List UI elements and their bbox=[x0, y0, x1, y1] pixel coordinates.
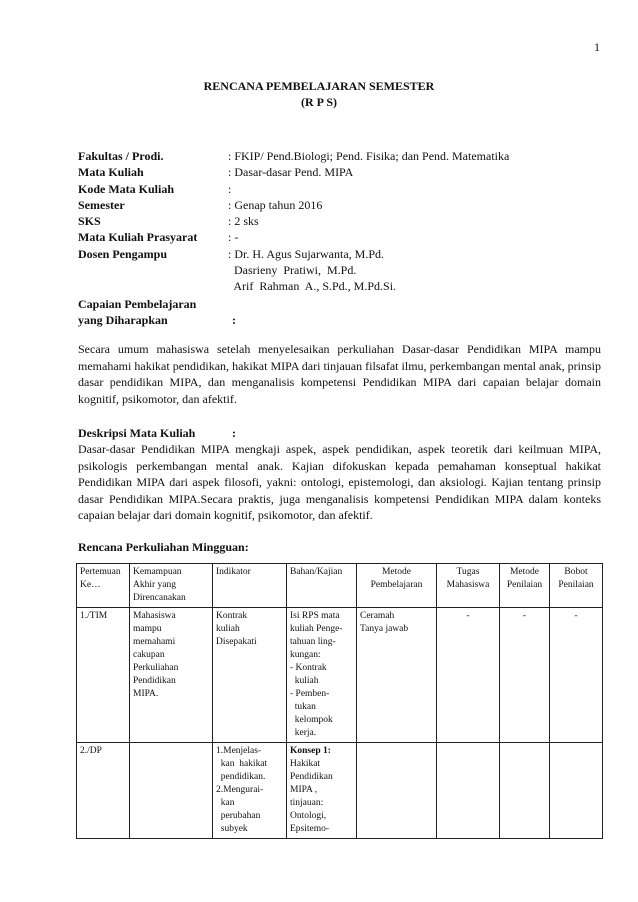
header-text: Ke… bbox=[80, 580, 101, 590]
info-value: Dasrieny Pratiwi, M.Pd. bbox=[228, 263, 357, 278]
table-row bbox=[77, 608, 603, 743]
info-label bbox=[78, 262, 228, 278]
info-row bbox=[78, 148, 509, 164]
cell-line: Tanya jawab bbox=[360, 624, 409, 634]
cell-line: perubahan bbox=[216, 811, 261, 821]
header-text: Metode bbox=[381, 567, 412, 577]
cell-bahan bbox=[287, 743, 357, 839]
header-text: Pertemuan bbox=[80, 567, 121, 577]
capaian-heading-line-1: Capaian Pembelajaran bbox=[78, 297, 197, 311]
info-row bbox=[78, 229, 509, 245]
info-label: Mata Kuliah Prasyarat bbox=[78, 230, 198, 245]
cell-bobot: - bbox=[550, 608, 603, 743]
info-label bbox=[78, 278, 228, 294]
header-bahan bbox=[287, 564, 357, 608]
header-text: Pembelajaran bbox=[370, 580, 423, 590]
cell-indikator bbox=[213, 608, 287, 743]
cell-line: kuliah bbox=[290, 676, 319, 686]
info-row bbox=[78, 197, 509, 213]
info-value: : Dasar-dasar Pend. MIPA bbox=[228, 165, 354, 180]
cell-line: Perkuliahan bbox=[133, 663, 179, 673]
cell-line: MIPA. bbox=[133, 689, 159, 699]
cell-line: kuliah Penge- bbox=[290, 624, 343, 634]
cell-line: kuliah bbox=[216, 624, 240, 634]
cell-bahan bbox=[287, 608, 357, 743]
cell-line: kelompok bbox=[290, 715, 333, 725]
info-value: : bbox=[228, 181, 232, 196]
title-line-1: RENCANA PEMBELAJARAN SEMESTER bbox=[203, 79, 435, 93]
capaian-text: Secara umum mahasiswa setelah menyelesaikan perkuliahan Dasar-dasar Pendidikan MIPA mampu memahami hakikat pendidikan, hakikat MIPA dari tinjauan filsafat ilmu, perkembangan mental anak, prinsip dasar pendidikan MIPA, dan menganalisis kompetensi Pendidikan MIPA dari capaian belajar domain kognitif, psikomotor, dan afektif. bbox=[78, 342, 601, 406]
cell-line: Hakikat bbox=[290, 759, 321, 769]
deskripsi-text: Dasar-dasar Pendidikan MIPA mengkaji aspek, aspek pendidikan, aspek teoretik dari keilmuan MIPA, psikologis perkembangan mental anak. Kajian difokuskan kepada pemahaman konseptual hakikat Pendidikan MIPA dari aspek filosofi, yakni: ontologi, epistemologi, dan aksiologi. Kajian tentang prinsip dasar Pendidikan MIPA.Secara praktis, juga menganalisis kompetensi Pendidikan MIPA dalam konteks capaian belajar dari domain kognitif, psikomotor, dan afektif. bbox=[78, 442, 601, 523]
header-indikator bbox=[213, 564, 287, 608]
cell-tugas bbox=[437, 743, 500, 839]
cell-line: Mahasiswa bbox=[133, 611, 176, 621]
cell-line: kerja. bbox=[290, 728, 317, 738]
header-text: Bobot bbox=[564, 567, 588, 577]
cell-line: MIPA , bbox=[290, 785, 318, 795]
document-title bbox=[0, 78, 638, 110]
deskripsi-heading bbox=[78, 426, 236, 441]
header-text: Metode bbox=[509, 567, 540, 577]
header-text: Mahasiswa bbox=[446, 580, 490, 590]
info-value: : - bbox=[228, 230, 239, 245]
header-pertemuan bbox=[77, 564, 130, 608]
cell-bobot bbox=[550, 743, 603, 839]
info-label: Mata Kuliah bbox=[78, 165, 144, 180]
cell-line: Kontrak bbox=[216, 611, 248, 621]
info-label: Semester bbox=[78, 197, 125, 212]
title-line-2: (R P S) bbox=[301, 95, 337, 109]
header-tugas bbox=[437, 564, 500, 608]
header-text: Akhir yang bbox=[133, 580, 177, 590]
header-text: Penilaian bbox=[506, 580, 543, 590]
info-value: : FKIP/ Pend.Biologi; Pend. Fisika; dan Pend. Matematika bbox=[228, 149, 510, 163]
capaian-colon: : bbox=[232, 313, 236, 327]
info-label: Dosen Pengampu bbox=[78, 246, 168, 261]
cell-line: kan hakikat bbox=[216, 759, 268, 769]
cell-tugas: - bbox=[437, 608, 500, 743]
info-label: Fakultas / Prodi. bbox=[78, 149, 164, 163]
cell-metode-pembelajaran bbox=[357, 608, 437, 743]
header-text: Penilaian bbox=[558, 580, 594, 590]
cell-line: Epsitemo- bbox=[290, 824, 330, 834]
cell-line: mampu bbox=[133, 624, 162, 634]
cell-line: Disepakati bbox=[216, 637, 257, 647]
cell-kemampuan bbox=[130, 608, 213, 743]
cell-metode-penilaian bbox=[500, 743, 550, 839]
info-value: : Dr. H. Agus Sujarwanta, M.Pd. bbox=[228, 246, 384, 261]
info-row bbox=[78, 246, 509, 262]
cell-line: subyek bbox=[216, 824, 248, 834]
info-row bbox=[78, 278, 509, 294]
info-value: : 2 sks bbox=[228, 214, 259, 229]
table-row bbox=[77, 743, 603, 839]
cell-line: tahuan ling- bbox=[290, 637, 336, 647]
info-row bbox=[78, 181, 509, 197]
cell-line: memahami bbox=[133, 637, 176, 647]
header-text: Tugas bbox=[456, 567, 480, 577]
info-row bbox=[78, 262, 509, 278]
info-label: SKS bbox=[78, 214, 101, 229]
cell-line: pendidikan. bbox=[216, 772, 266, 782]
cell-line: 2.Mengurai- bbox=[216, 785, 264, 795]
info-value: Arif Rahman A., S.Pd., M.Pd.Si. bbox=[228, 279, 397, 294]
cell-line: tinjauan: bbox=[290, 798, 324, 808]
deskripsi-heading-text: Deskripsi Mata Kuliah bbox=[78, 426, 196, 440]
header-text: Indikator bbox=[216, 567, 251, 577]
cell-pertemuan: 1./TIM bbox=[77, 608, 130, 743]
header-metode-penilaian bbox=[500, 564, 550, 608]
rencana-heading: Rencana Perkuliahan Mingguan: bbox=[78, 540, 249, 554]
table-header-row bbox=[77, 564, 603, 608]
capaian-heading bbox=[78, 296, 236, 328]
info-value: : Genap tahun 2016 bbox=[228, 197, 323, 212]
cell-line: cakupan bbox=[133, 650, 165, 660]
cell-line: Pendidikan bbox=[133, 676, 176, 686]
deskripsi-colon: : bbox=[232, 426, 236, 440]
cell-line: 1.Menjelas- bbox=[216, 746, 262, 756]
header-text: Kemampuan bbox=[133, 567, 182, 577]
cell-heading: Konsep 1: bbox=[290, 746, 331, 756]
cell-line: Ceramah bbox=[360, 611, 395, 621]
header-metode-pembelajaran bbox=[357, 564, 437, 608]
capaian-heading-line-2: yang Diharapkan bbox=[78, 313, 168, 327]
cell-line: Pendidikan bbox=[290, 772, 333, 782]
cell-line: kan bbox=[216, 798, 235, 808]
cell-line: Isi RPS mata bbox=[290, 611, 340, 621]
cell-line: kungan: bbox=[290, 650, 321, 660]
cell-metode-penilaian: - bbox=[500, 608, 550, 743]
info-row bbox=[78, 213, 509, 229]
header-kemampuan bbox=[130, 564, 213, 608]
cell-line: tukan bbox=[290, 702, 316, 712]
cell-metode-pembelajaran bbox=[357, 743, 437, 839]
cell-line: Ontologi, bbox=[290, 811, 327, 821]
weekly-plan-table bbox=[76, 563, 603, 839]
header-bobot bbox=[550, 564, 603, 608]
cell-line: - Pemben- bbox=[290, 689, 330, 699]
header-text: Bahan/Kajian bbox=[290, 567, 343, 577]
cell-indikator bbox=[213, 743, 287, 839]
cell-line: - Kontrak bbox=[290, 663, 327, 673]
cell-kemampuan bbox=[130, 743, 213, 839]
info-row bbox=[78, 164, 509, 180]
cell-pertemuan: 2./DP bbox=[77, 743, 130, 839]
header-text: Direncanakan bbox=[133, 593, 186, 603]
course-info bbox=[78, 148, 509, 295]
info-label: Kode Mata Kuliah bbox=[78, 181, 175, 196]
page-number: 1 bbox=[594, 40, 600, 54]
